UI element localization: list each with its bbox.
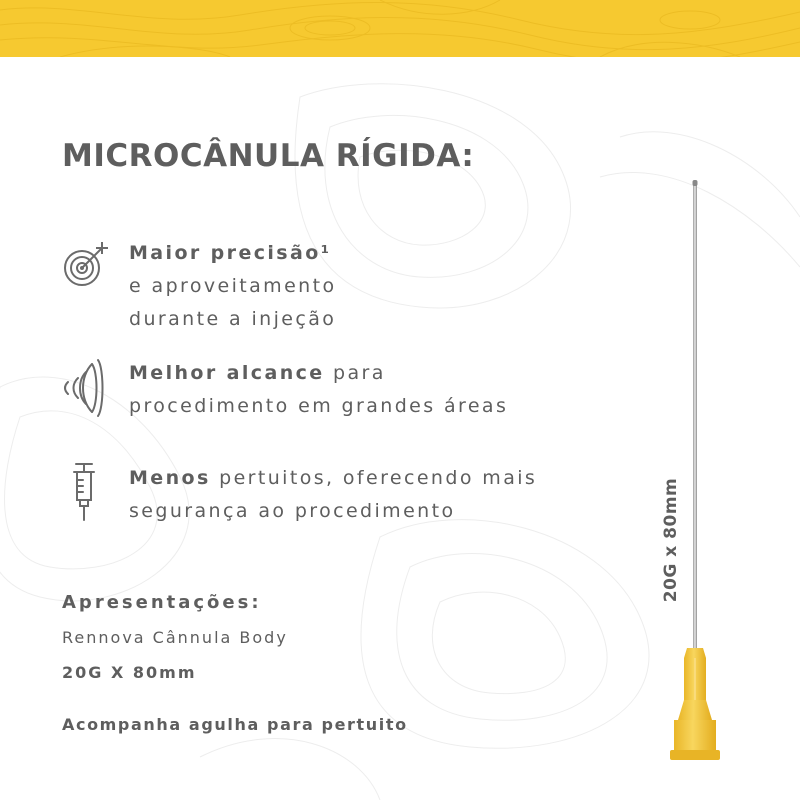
hub-skirt <box>678 700 712 720</box>
target-icon <box>62 240 110 292</box>
feature-punctures-rest: pertuitos, oferecendo mais <box>210 467 538 489</box>
feature-precision-bold: Maior precisão¹ <box>129 242 332 264</box>
hub-flange <box>670 750 720 760</box>
presentation-product-name: Rennova Cânnula Body <box>62 628 288 647</box>
feature-precision-line3: durante a injeção <box>129 308 337 330</box>
feature-reach-rest: para <box>324 362 386 384</box>
feature-precision-text <box>129 237 649 336</box>
needle-shaft <box>693 182 697 648</box>
header-band <box>0 0 800 57</box>
cannula-needle-illustration <box>640 180 760 770</box>
presentations-heading: Apresentações: <box>62 592 262 613</box>
syringe-icon <box>62 462 102 526</box>
hub-tip <box>684 648 706 658</box>
feature-reach-bold: Melhor alcance <box>129 362 325 384</box>
presentation-size: 20G X 80mm <box>62 663 197 682</box>
page-title: MICROCÂNULA RÍGIDA: <box>62 138 475 174</box>
feature-punctures-bold: Menos <box>129 467 211 489</box>
feature-reach-text <box>129 357 649 423</box>
needle-tip <box>693 180 698 186</box>
presentation-note: Acompanha agulha para pertuito <box>62 715 408 734</box>
feature-precision-line2: e aproveitamento <box>129 275 337 297</box>
signal-waves-icon <box>62 358 112 422</box>
feature-reach-line2: procedimento em grandes áreas <box>129 395 509 417</box>
feature-punctures-text <box>129 462 649 528</box>
feature-punctures-line2: segurança ao procedimento <box>129 500 456 522</box>
needle-size-label: 20G x 80mm <box>661 477 681 603</box>
hub-base <box>674 720 716 750</box>
contour-pattern <box>0 0 800 57</box>
